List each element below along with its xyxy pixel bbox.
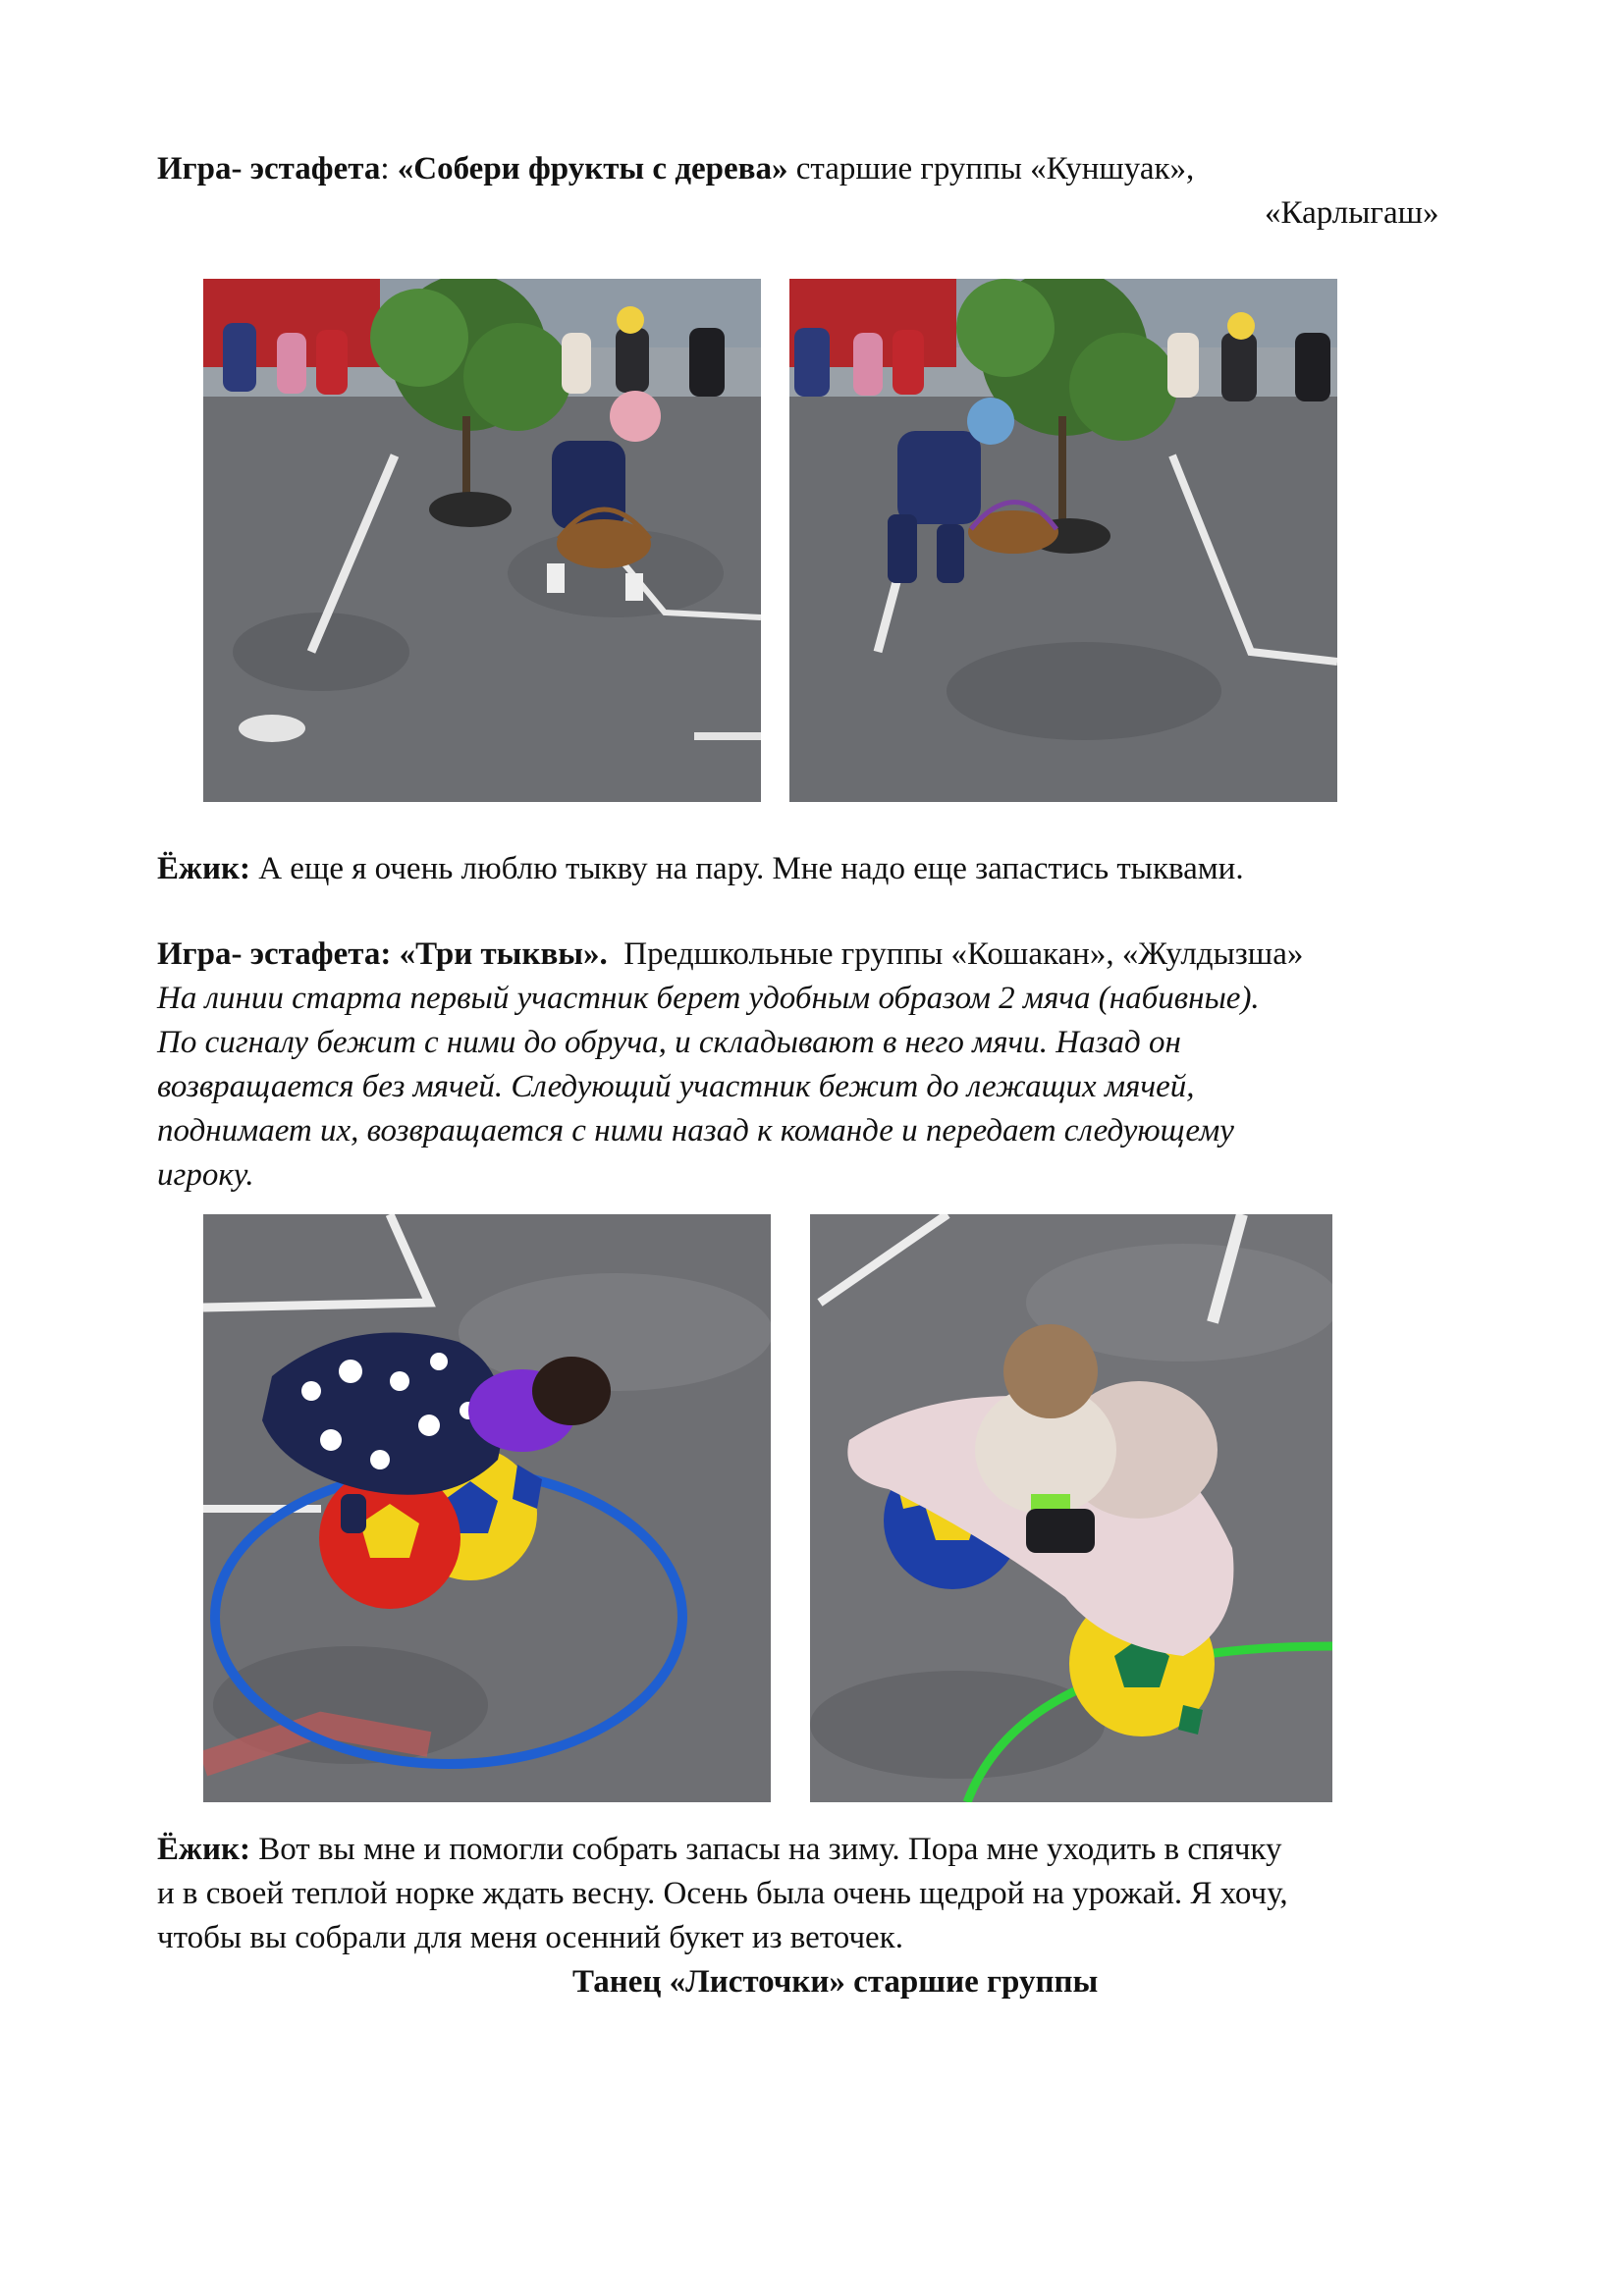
section1-groups: старшие группы «Куншуак»,	[787, 151, 1195, 187]
photo-fruit-relay-1	[203, 279, 761, 802]
speech2-line-2: и в своей теплой норке ждать весну. Осень была очень щедрой на урожай. Я хочу,	[157, 1876, 1288, 1911]
section2-groups: Предшкольные группы «Кошакан», «Жулдызша»	[607, 936, 1304, 972]
speech2-text-1: Вот вы мне и помогли собрать запасы на зиму. Пора мне уходить в спячку	[249, 1832, 1282, 1867]
section1-game-title: «Собери фрукты с дерева»	[397, 151, 788, 187]
section2-description-line-3: возвращается без мячей. Следующий участник бежит до лежащих мячей,	[157, 1069, 1195, 1104]
section1-heading-line2: «Карлыгаш»	[1265, 195, 1439, 231]
section2-description-line-4: поднимает их, возвращается с ними назад к команде и передает следующему	[157, 1113, 1234, 1148]
speech2-line-3: чтобы вы собрали для меня осенний букет из веточек.	[157, 1920, 903, 1955]
section1-heading-label: Игра- эстафета	[157, 151, 381, 187]
section1-heading	[157, 147, 1194, 191]
speech2-speaker: Ёжик:	[157, 1832, 250, 1867]
section2-description-line-2: По сигналу бежит с ними до обруча, и складывают в него мячи. Назад он	[157, 1025, 1181, 1060]
photo-three-pumpkins-2	[810, 1214, 1332, 1802]
section2-description-line-1: На линии старта первый участник берет удобным образом 2 мяча (набивные).	[157, 981, 1260, 1016]
section2-heading-label: Игра- эстафета: «Три тыквы».	[157, 936, 608, 972]
photo-fruit-relay-2	[789, 279, 1337, 802]
speech2-line-1	[157, 1828, 1282, 1872]
photo-three-pumpkins-1	[203, 1214, 771, 1802]
section2-description-line-5: игроку.	[157, 1157, 254, 1193]
speech1-speaker: Ёжик:	[157, 851, 250, 886]
speech1	[157, 847, 1244, 891]
section2-heading	[157, 933, 1303, 977]
section1-heading-colon: :	[380, 151, 390, 187]
speech1-text: А еще я очень люблю тыкву на пару. Мне надо еще запастись тыквами.	[249, 851, 1244, 886]
closing-title: Танец «Листочки» старшие группы	[572, 1964, 1099, 2000]
